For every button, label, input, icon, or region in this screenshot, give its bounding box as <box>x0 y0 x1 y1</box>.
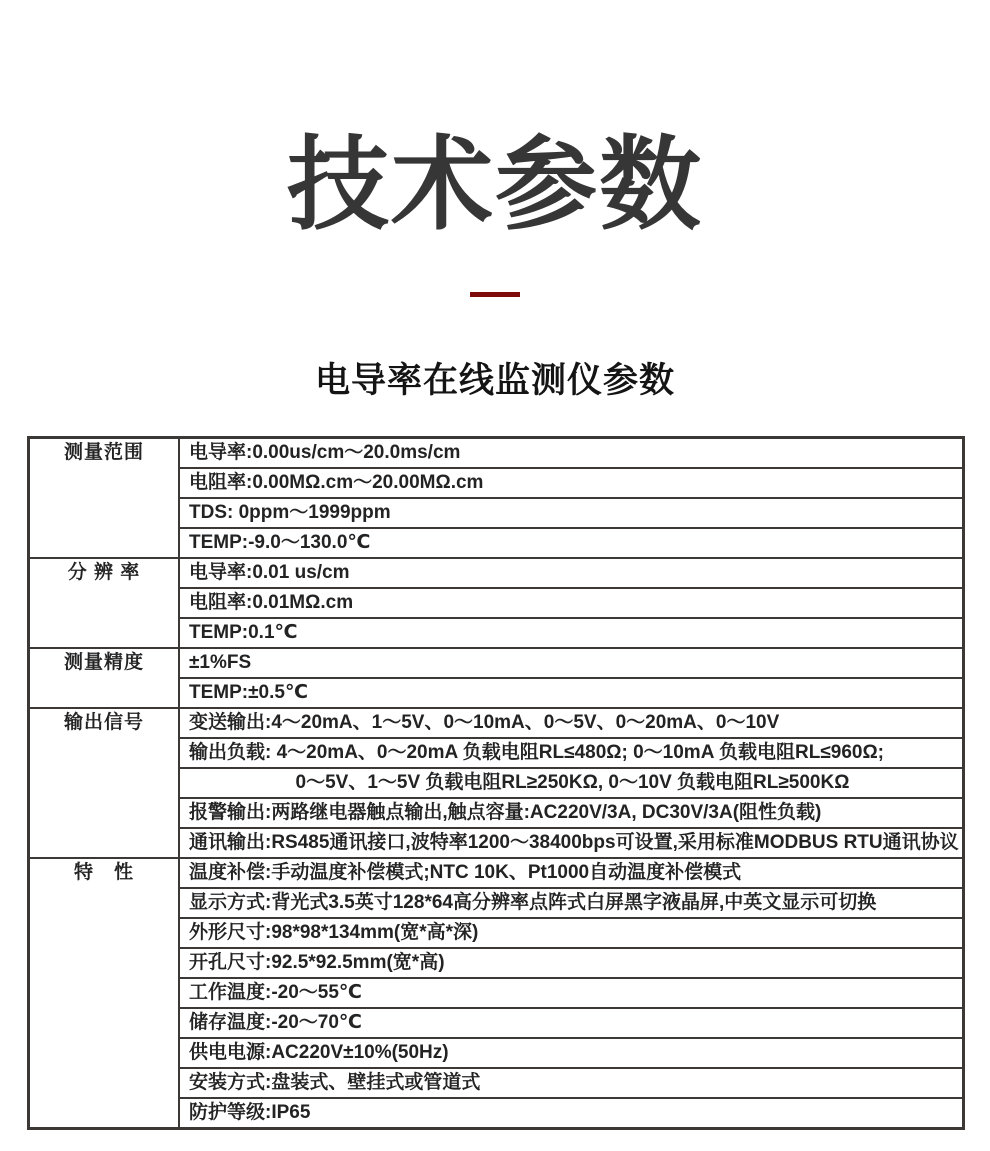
table-row <box>29 558 964 588</box>
table-row <box>29 708 964 738</box>
spec-value: 温度补偿:手动温度补偿模式;NTC 10K、Pt1000自动温度补偿模式 <box>179 858 964 888</box>
table-row <box>29 438 964 469</box>
spec-value: 电导率:0.00us/cm～20.0ms/cm <box>179 438 964 469</box>
table-row <box>29 858 964 888</box>
table-row <box>29 648 964 678</box>
spec-table <box>27 436 965 1130</box>
spec-value: TEMP:±0.5℃ <box>179 678 964 708</box>
section-title: 电导率在线监测仪参数 <box>314 361 675 401</box>
spec-group-label: 分 辨 率 <box>29 558 180 648</box>
spec-group-label: 测量精度 <box>29 648 180 708</box>
spec-value: TEMP:-9.0～130.0℃ <box>179 528 964 558</box>
spec-group-label: 测量范围 <box>29 438 180 559</box>
spec-value: 变送输出:4～20mA、1～5V、0～10mA、0～5V、0～20mA、0～10V <box>179 708 964 738</box>
spec-value: ±1%FS <box>179 648 964 678</box>
spec-value: 0～5V、1～5V 负载电阻RL≥250KΩ, 0～10V 负载电阻RL≥500KΩ <box>179 768 964 798</box>
spec-value: 安装方式:盘装式、壁挂式或管道式 <box>179 1068 964 1098</box>
spec-value: 报警输出:两路继电器触点输出,触点容量:AC220V/3A, DC30V/3A(阻性负载) <box>179 798 964 828</box>
spec-value: 供电电源:AC220V±10%(50Hz) <box>179 1038 964 1068</box>
spec-value: 电导率:0.01 us/cm <box>179 558 964 588</box>
spec-value: 工作温度:-20～55℃ <box>179 978 964 1008</box>
spec-value: 电阻率:0.01MΩ.cm <box>179 588 964 618</box>
spec-value: 通讯输出:RS485通讯接口,波特率1200～38400bps可设置,采用标准MODBUS RTU通讯协议 <box>179 828 964 858</box>
spec-value: TEMP:0.1℃ <box>179 618 964 648</box>
spec-group-label: 特 性 <box>29 858 180 1129</box>
spec-group-label: 输出信号 <box>29 708 180 858</box>
spec-value: TDS: 0ppm～1999ppm <box>179 498 964 528</box>
spec-value: 电阻率:0.00MΩ.cm～20.00MΩ.cm <box>179 468 964 498</box>
spec-value: 外形尺寸:98*98*134mm(宽*高*深) <box>179 918 964 948</box>
spec-value: 显示方式:背光式3.5英寸128*64高分辨率点阵式白屏黑字液晶屏,中英文显示可切换 <box>179 888 964 918</box>
page-title: 技术参数 <box>287 128 703 242</box>
spec-value: 储存温度:-20～70℃ <box>179 1008 964 1038</box>
spec-value: 输出负载: 4～20mA、0～20mA 负载电阻RL≤480Ω; 0～10mA 负载电阻RL≤960Ω; <box>179 738 964 768</box>
spec-value: 防护等级:IP65 <box>179 1098 964 1129</box>
spec-table-body <box>29 438 964 1129</box>
spec-value: 开孔尺寸:92.5*92.5mm(宽*高) <box>179 948 964 978</box>
